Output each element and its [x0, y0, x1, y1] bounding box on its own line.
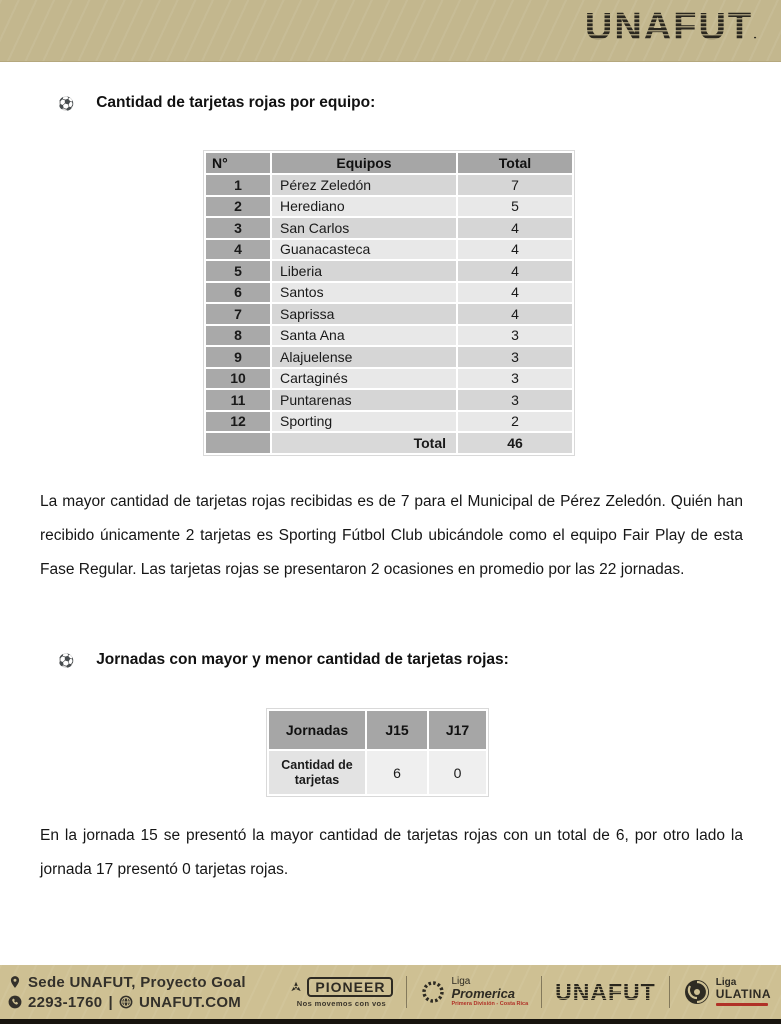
jornadas-table: [267, 709, 488, 796]
total-row-label: Total: [272, 433, 456, 453]
total-row-empty-cell: [206, 433, 270, 453]
section1-heading: [58, 94, 375, 112]
address-line: [8, 974, 246, 991]
team-name-cell: Santa Ana: [272, 326, 456, 346]
team-name-cell: Alajuelense: [272, 347, 456, 367]
liga-ulatina-logo: [683, 978, 771, 1006]
total-cell: 5: [458, 197, 572, 217]
globe-icon: [119, 995, 133, 1009]
section2-heading: [58, 651, 509, 669]
team-name-cell: Herediano: [272, 197, 456, 217]
table-row: [206, 175, 572, 195]
table-row: [206, 197, 572, 217]
total-cell: 4: [458, 283, 572, 303]
ulatina-line1: Liga: [715, 976, 737, 988]
row-number-cell: 7: [206, 304, 270, 324]
col-header-num: N°: [206, 153, 270, 173]
pioneer-wordmark: PIONEER: [307, 977, 393, 997]
team-name-cell: Puntarenas: [272, 390, 456, 410]
col-header-total: Total: [458, 153, 572, 173]
promerica-line2: Promerica: [451, 986, 516, 1002]
contact-block: [8, 974, 246, 1011]
total-cell: 3: [458, 369, 572, 389]
sponsor-divider: [406, 976, 407, 1008]
row-number-cell: 4: [206, 240, 270, 260]
total-cell: 7: [458, 175, 572, 195]
phone-icon: [8, 995, 22, 1009]
bottom-dark-strip: [0, 1019, 781, 1024]
team-name-cell: Saprissa: [272, 304, 456, 324]
col-header-j15: J15: [367, 711, 427, 749]
row-number-cell: 1: [206, 175, 270, 195]
table-total-row: [206, 433, 572, 453]
team-name-cell: Guanacasteca: [272, 240, 456, 260]
team-name-cell: Santos: [272, 283, 456, 303]
promerica-tagline: Primera División - Costa Rica: [451, 1000, 529, 1007]
page-header-banner: [0, 0, 781, 62]
section1-paragraph: La mayor cantidad de tarjetas rojas recibidas es de 7 para el Municipal de Pérez Zeledón. Quién han recibido únicamente 2 tarjetas es Sporting Fútbol Club ubicándole como el equipo Fair Play de esta Fase Regular. Las tarjetas rojas se presentaron 2 ocasiones en promedio por las 22 jornadas.: [40, 493, 743, 578]
col-header-j17: J17: [429, 711, 486, 749]
row-number-cell: 9: [206, 347, 270, 367]
phone-web-line: [8, 994, 246, 1011]
footer-separator: |: [108, 993, 113, 1011]
unafut-footer-wordmark: UNAFUT: [555, 978, 656, 1005]
team-name-cell: Pérez Zeledón: [272, 175, 456, 195]
sponsor-divider: [541, 976, 542, 1008]
table-row: [206, 304, 572, 324]
table-header-row: [206, 153, 572, 173]
col-header-jornadas: Jornadas: [269, 711, 365, 749]
table-row: [206, 412, 572, 432]
location-pin-icon: [8, 975, 22, 989]
col-header-team: Equipos: [272, 153, 456, 173]
table-row: [206, 326, 572, 346]
table-row: [206, 261, 572, 281]
total-cell: 4: [458, 240, 572, 260]
row-number-cell: 5: [206, 261, 270, 281]
red-cards-table: [204, 151, 574, 455]
row-label-cantidad: Cantidad de tarjetas: [269, 751, 365, 794]
section1-heading-label: Cantidad de tarjetas rojas por equipo:: [96, 94, 376, 111]
row-number-cell: 10: [206, 369, 270, 389]
total-cell: 4: [458, 261, 572, 281]
liga-promerica-logo: [420, 977, 528, 1008]
row-number-cell: 3: [206, 218, 270, 238]
total-cell: 4: [458, 218, 572, 238]
table-row: [269, 751, 486, 794]
pioneer-propeller-icon: [289, 980, 303, 994]
table-row: [206, 240, 572, 260]
row-number-cell: 8: [206, 326, 270, 346]
j17-value: 0: [429, 751, 486, 794]
table-row: [206, 369, 572, 389]
row-number-cell: 12: [206, 412, 270, 432]
website-text: UNAFUT.COM: [138, 993, 242, 1011]
pioneer-tagline: Nos movemos con vos: [296, 998, 387, 1008]
promerica-sun-icon: [420, 979, 446, 1005]
sponsor-divider: [669, 976, 670, 1008]
team-name-cell: Liberia: [272, 261, 456, 281]
j15-value: 6: [367, 751, 427, 794]
soccer-ball-icon: ⚽: [58, 95, 75, 111]
ulatina-tagline-bar: [716, 1003, 768, 1006]
row-number-cell: 11: [206, 390, 270, 410]
page-footer: [0, 965, 781, 1019]
promerica-line1: Liga: [451, 975, 471, 987]
total-cell: 3: [458, 347, 572, 367]
team-name-cell: San Carlos: [272, 218, 456, 238]
table-row: [206, 283, 572, 303]
total-cell: 3: [458, 390, 572, 410]
table-row: [206, 390, 572, 410]
total-cell: 3: [458, 326, 572, 346]
table-row: [206, 347, 572, 367]
soccer-ball-icon: ⚽: [58, 652, 75, 668]
section2-heading-label: Jornadas con mayor y menor cantidad de tarjetas rojas:: [96, 651, 509, 668]
address-text: Sede UNAFUT, Proyecto Goal: [28, 973, 246, 991]
ulatina-ball-icon: [683, 978, 711, 1006]
unafut-logo: UNAFUT.: [584, 6, 759, 48]
total-cell: 4: [458, 304, 572, 324]
total-row-value: 46: [458, 433, 572, 453]
pioneer-logo: [289, 977, 393, 1008]
team-name-cell: Sporting: [272, 412, 456, 432]
row-number-cell: 6: [206, 283, 270, 303]
table-row: [206, 218, 572, 238]
red-cards-table-body: [206, 175, 572, 431]
row-number-cell: 2: [206, 197, 270, 217]
team-name-cell: Cartaginés: [272, 369, 456, 389]
phone-text: 2293-1760: [28, 993, 103, 1011]
table-header-row: [269, 711, 486, 749]
sponsor-logos: [289, 976, 771, 1008]
section2-paragraph: En la jornada 15 se presentó la mayor cantidad de tarjetas rojas con un total de 6, por otro lado la jornada 17 presentó 0 tarjetas rojas.: [40, 827, 743, 878]
ulatina-line2: ULATINA: [715, 987, 771, 1002]
total-cell: 2: [458, 412, 572, 432]
